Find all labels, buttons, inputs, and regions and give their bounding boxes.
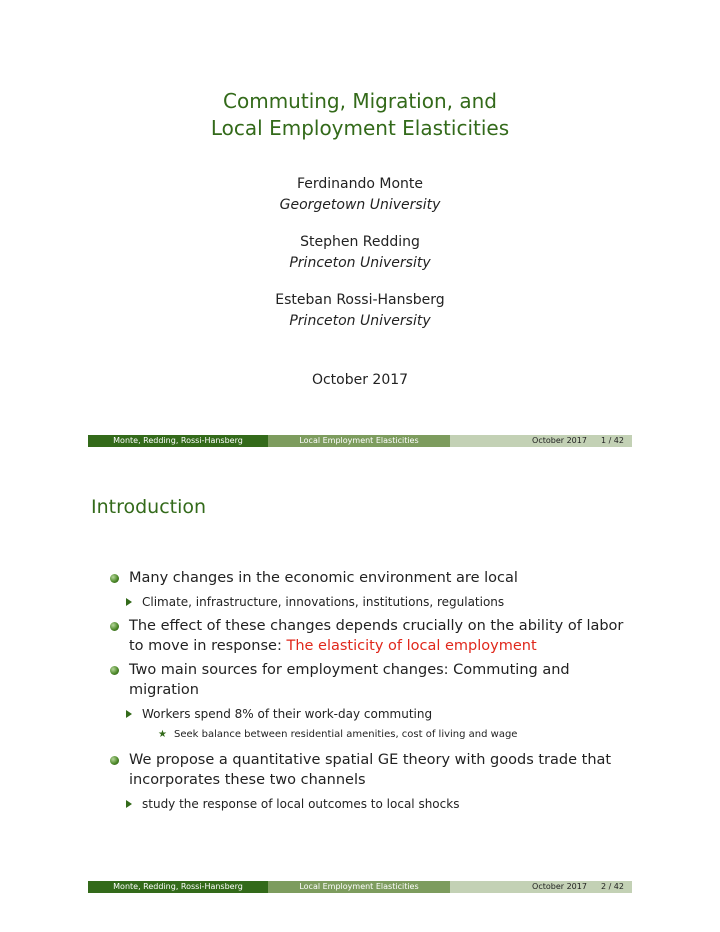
slide-title — [0, 88, 720, 142]
footer-authors: Monte, Redding, Rossi-Hansberg — [88, 881, 268, 893]
bullet-list — [110, 568, 630, 818]
footer-page-number: 2 / 42 — [600, 882, 624, 891]
author-block-1 — [0, 174, 720, 216]
triangle-bullet-icon — [126, 800, 132, 808]
bullet-item: Two main sources for employment changes: Commuting and migration — [110, 660, 630, 700]
sub-bullet-item: Workers spend 8% of their work-day commuting — [110, 706, 630, 722]
author-block-2 — [0, 232, 720, 274]
footer-bar — [88, 881, 632, 893]
title-line-1: Commuting, Migration, and — [223, 89, 497, 113]
sub-sub-bullet-item: ★ Seek balance between residential amenities, cost of living and wage — [158, 729, 518, 740]
footer-authors: Monte, Redding, Rossi-Hansberg — [88, 435, 268, 447]
footer-right — [450, 881, 632, 893]
footer-title: Local Employment Elasticities — [268, 881, 450, 893]
author-block-3 — [0, 290, 720, 332]
author-name: Esteban Rossi-Hansberg — [275, 292, 445, 308]
triangle-bullet-icon — [126, 598, 132, 606]
bullet-ball-icon — [110, 756, 119, 765]
bullet-ball-icon — [110, 666, 119, 675]
highlighted-phrase: The elasticity of local employment — [286, 638, 537, 654]
author-name: Stephen Redding — [300, 234, 420, 250]
presentation-date: October 2017 — [311, 372, 409, 388]
bullet-item: Many changes in the economic environment are local — [110, 568, 630, 588]
sub-bullet-item: Climate, infrastructure, innovations, institutions, regulations — [110, 594, 630, 610]
frame-title: Introduction — [91, 496, 207, 518]
author-affiliation: Princeton University — [289, 313, 431, 329]
triangle-bullet-icon — [126, 710, 132, 718]
star-bullet-icon: ★ — [158, 729, 167, 740]
bullet-item: The effect of these changes depends crucially on the ability of labor to move in response: The elasticity of local employment — [110, 616, 630, 656]
bullet-item: We propose a quantitative spatial GE theory with goods trade that incorporates these two channels — [110, 750, 630, 790]
author-name: Ferdinando Monte — [296, 176, 424, 192]
footer-date: October 2017 — [532, 882, 587, 891]
author-affiliation: Princeton University — [289, 255, 431, 271]
author-affiliation: Georgetown University — [279, 197, 441, 213]
footer-right — [450, 435, 632, 447]
sub-bullet-item: study the response of local outcomes to local shocks — [110, 796, 630, 812]
footer-page-number: 1 / 42 — [600, 436, 624, 445]
bullet-ball-icon — [110, 622, 119, 631]
title-line-2: Local Employment Elasticities — [210, 116, 510, 140]
footer-bar — [88, 435, 632, 447]
footer-date: October 2017 — [532, 436, 587, 445]
bullet-ball-icon — [110, 574, 119, 583]
introduction-slide — [0, 466, 720, 932]
footer-title: Local Employment Elasticities — [268, 435, 450, 447]
